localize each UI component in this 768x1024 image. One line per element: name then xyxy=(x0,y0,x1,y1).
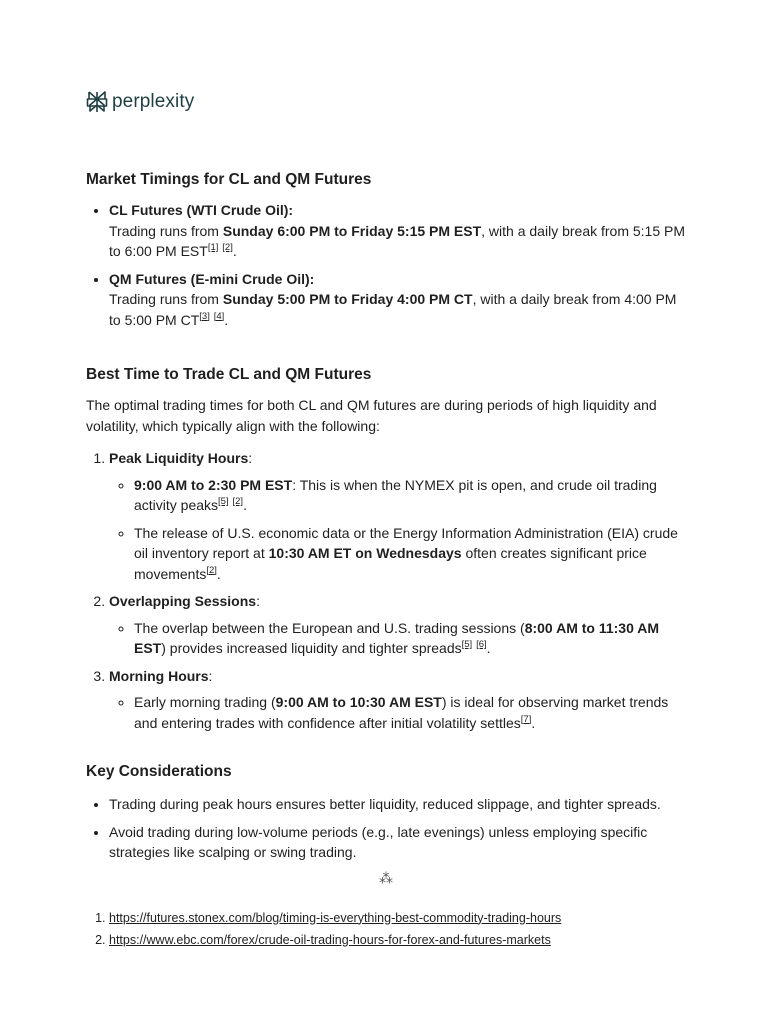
citation-link[interactable]: [7] xyxy=(520,713,532,725)
references-list xyxy=(86,907,686,951)
answer-content xyxy=(86,170,686,951)
sub-list-item: ◦ The overlap between the European and U.S. trading sessions (8:00 AM to 11:30 AM EST) provides increased liquidity and tighter spreads[5] [6]. xyxy=(134,618,686,659)
citation-link[interactable]: [2] xyxy=(222,242,233,253)
item-label: CL Futures (WTI Crude Oil): xyxy=(109,202,294,218)
citation-link[interactable]: [2] xyxy=(232,496,244,507)
timings-list xyxy=(86,200,686,330)
list-item: • CL Futures (WTI Crude Oil): Trading runs from Sunday 6:00 PM to Friday 5:15 PM EST, with a daily break from 5:15 PM to 6:00 PM EST[1] [2]. xyxy=(109,200,686,262)
heading-key-considerations: Key Considerations xyxy=(86,763,232,780)
citation-link[interactable]: [5] xyxy=(218,496,229,507)
list-item: • Avoid trading during low-volume periods (e.g., late evenings) unless employing specific strategies like scalping or swing trading. xyxy=(109,822,686,863)
sub-list-item: ◦ 9:00 AM to 2:30 PM EST: This is when the NYMEX pit is open, and crude oil trading activity peaks[5] [2]. xyxy=(134,475,686,516)
reference-item xyxy=(109,929,686,951)
item-label: QM Futures (E-mini Crude Oil): xyxy=(109,270,315,287)
reference-link[interactable]: https://futures.stonex.com/blog/timing-is-everything-best-commodity-trading-hours xyxy=(109,910,562,925)
best-time-intro: The optimal trading times for both CL and QM futures are during periods of high liquidity and volatility, which typically align with the following: xyxy=(86,397,657,434)
perplexity-wordmark: perplexity xyxy=(112,91,195,112)
citation-link[interactable]: [3] xyxy=(199,310,210,322)
sub-list-item: ◦ Early morning trading (9:00 AM to 10:30 AM EST) is ideal for observing market trends and entering trades with confidence after initial volatility settles[7]. xyxy=(134,692,686,733)
best-time-list xyxy=(86,448,686,733)
list-item: 3. Morning Hours: ◦ Early morning trading (9:00 AM to 10:30 AM EST) is ideal for observing market trends and entering trades with confidence after initial volatility settles[7]. xyxy=(109,666,686,734)
section-divider-icon: ⁂ xyxy=(379,869,393,886)
perplexity-logo xyxy=(86,90,194,114)
reference-item xyxy=(109,907,686,929)
list-item: • QM Futures (E-mini Crude Oil): Trading runs from Sunday 5:00 PM to Friday 4:00 PM CT, with a daily break from 4:00 PM to 5:00 PM CT[3] [4]. xyxy=(109,269,686,331)
reference-link[interactable]: https://www.ebc.com/forex/crude-oil-trading-hours-for-forex-and-futures-markets xyxy=(109,932,551,947)
citation-link[interactable]: [1] xyxy=(207,242,219,253)
list-item: • Trading during peak hours ensures better liquidity, reduced slippage, and tighter spreads. xyxy=(109,794,686,815)
heading-best-time: Best Time to Trade CL and QM Futures xyxy=(86,366,372,383)
citation-link[interactable]: [4] xyxy=(213,310,225,322)
heading-market-timings: Market Timings for CL and QM Futures xyxy=(86,171,372,188)
citation-link[interactable]: [2] xyxy=(206,564,217,576)
citation-link[interactable]: [6] xyxy=(476,639,487,650)
perplexity-logo-icon xyxy=(86,90,108,114)
citation-link[interactable]: [5] xyxy=(461,639,473,650)
considerations-list xyxy=(86,794,686,863)
list-item: 1. Peak Liquidity Hours: ◦ 9:00 AM to 2:30 PM EST: This is when the NYMEX pit is open, and crude oil trading activity peaks[5] [2]. ◦ The release of U.S. economic data or the Energy Information Administration (EIA) crude oil inventory report at 10:30 AM ET on Wednesdays often creates significant price movements[2]. xyxy=(109,448,686,584)
list-item: 2. Overlapping Sessions: ◦ The overlap between the European and U.S. trading sessions (8:00 AM to 11:30 AM EST) provides increased liquidity and tighter spreads[5] [6]. xyxy=(109,591,686,659)
sub-list-item: ◦ The release of U.S. economic data or the Energy Information Administration (EIA) crude oil inventory report at 10:30 AM ET on Wednesdays often creates significant price movements[2]. xyxy=(134,523,686,585)
